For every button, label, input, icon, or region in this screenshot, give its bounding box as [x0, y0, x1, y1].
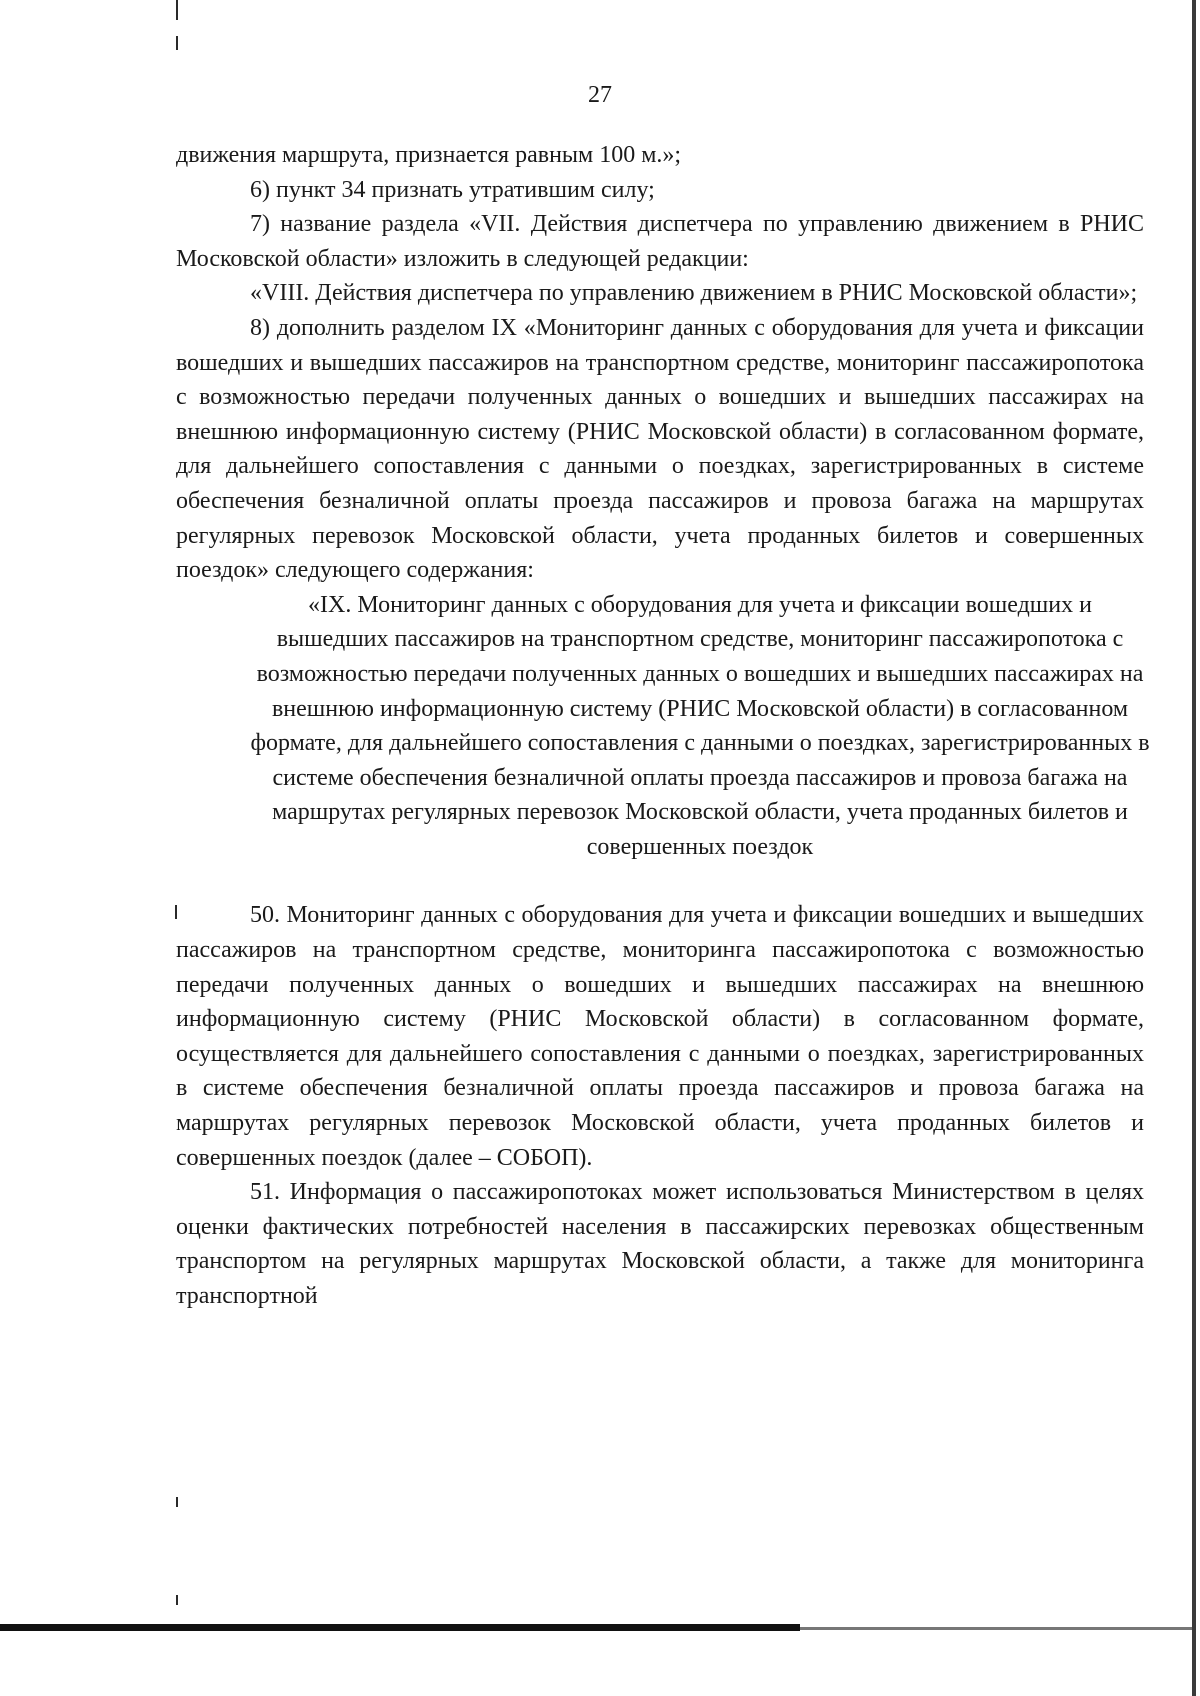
paragraph-item-6: 6) пункт 34 признать утратившим силу;: [250, 176, 655, 203]
paragraph-50: 50. Мониторинг данных с оборудования для учета и фиксации вошедших и вышедших пассажиров на транспортном средстве, мониторинга пассажиропотока с возможностью передачи полученных данных о вошедших и вышедших пассажирах на внешнюю информационную систему (РНИС Московской области) в согласованном формате, осуществляется для дальнейшего сопоставления с данными о поездках, зарегистрированных в системе обеспечения безналичной оплаты проезда пассажиров и провоза багажа на маршрутах регулярных перевозок Московской области, учета проданных билетов и совершенных поездок (далее – СОБОП).: [176, 902, 1144, 1171]
paragraph-continuation: движения маршрута, признается равным 100 м.»;: [176, 142, 682, 168]
scan-right-edge: [1192, 0, 1196, 1696]
page-number: 27: [588, 82, 612, 108]
document-body: [176, 138, 1150, 1314]
paragraph-51: 51. Информация о пассажиропотоках может использоваться Министерством в целях оценки фактических потребностей населения в пассажирских перевозках общественным транспортом на регулярных маршрутах Московской области, а также для мониторинга транспортной: [176, 1179, 1144, 1309]
scan-tick-low: [176, 1497, 178, 1507]
scan-tick-top-2: [176, 36, 178, 50]
paragraph-item-7: 7) название раздела «VII. Действия диспетчера по управлению движением в РНИС Московской области» изложить в следующей редакции:: [176, 211, 1144, 272]
scan-tick-low-2: [176, 1595, 178, 1605]
section-ix-heading: «IX. Мониторинг данных с оборудования для учета и фиксации вошедших и вышедших пассажиров на транспортном средстве, мониторинг пассажиропотока с возможностью передачи полученных данных о вошедших и вышедших пассажирах на внешнюю информационную систему (РНИС Московской области) в согласованном формате, для дальнейшего сопоставления с данными о поездках, зарегистрированных в системе обеспечения безналичной оплаты проезда пассажиров и провоза багажа на маршрутах регулярных перевозок Московской области, учета проданных билетов и совершенных поездок: [250, 591, 1150, 860]
spacer: [176, 864, 1144, 898]
paragraph-item-8: 8) дополнить разделом IX «Мониторинг данных с оборудования для учета и фиксации вошедших и вышедших пассажиров на транспортном средстве, мониторинг пассажиропотока с возможностью передачи полученных данных о вошедших и вышедших пассажирах на внешнюю информационную систему (РНИС Московской области) в согласованном формате, для дальнейшего сопоставления с данными о поездках, зарегистрированных в системе обеспечения безналичной оплаты проезда пассажиров и провоза багажа на маршрутах регулярных перевозок Московской области, учета проданных билетов и совершенных поездок» следующего содержания:: [176, 314, 1144, 584]
scan-tick-top: [176, 0, 178, 20]
scan-bottom-bar: [0, 1624, 800, 1631]
scan-bottom-bar-faded: [800, 1627, 1192, 1630]
paragraph-section-viii: «VIII. Действия диспетчера по управлению движением в РНИС Московской области»;: [250, 280, 1138, 307]
